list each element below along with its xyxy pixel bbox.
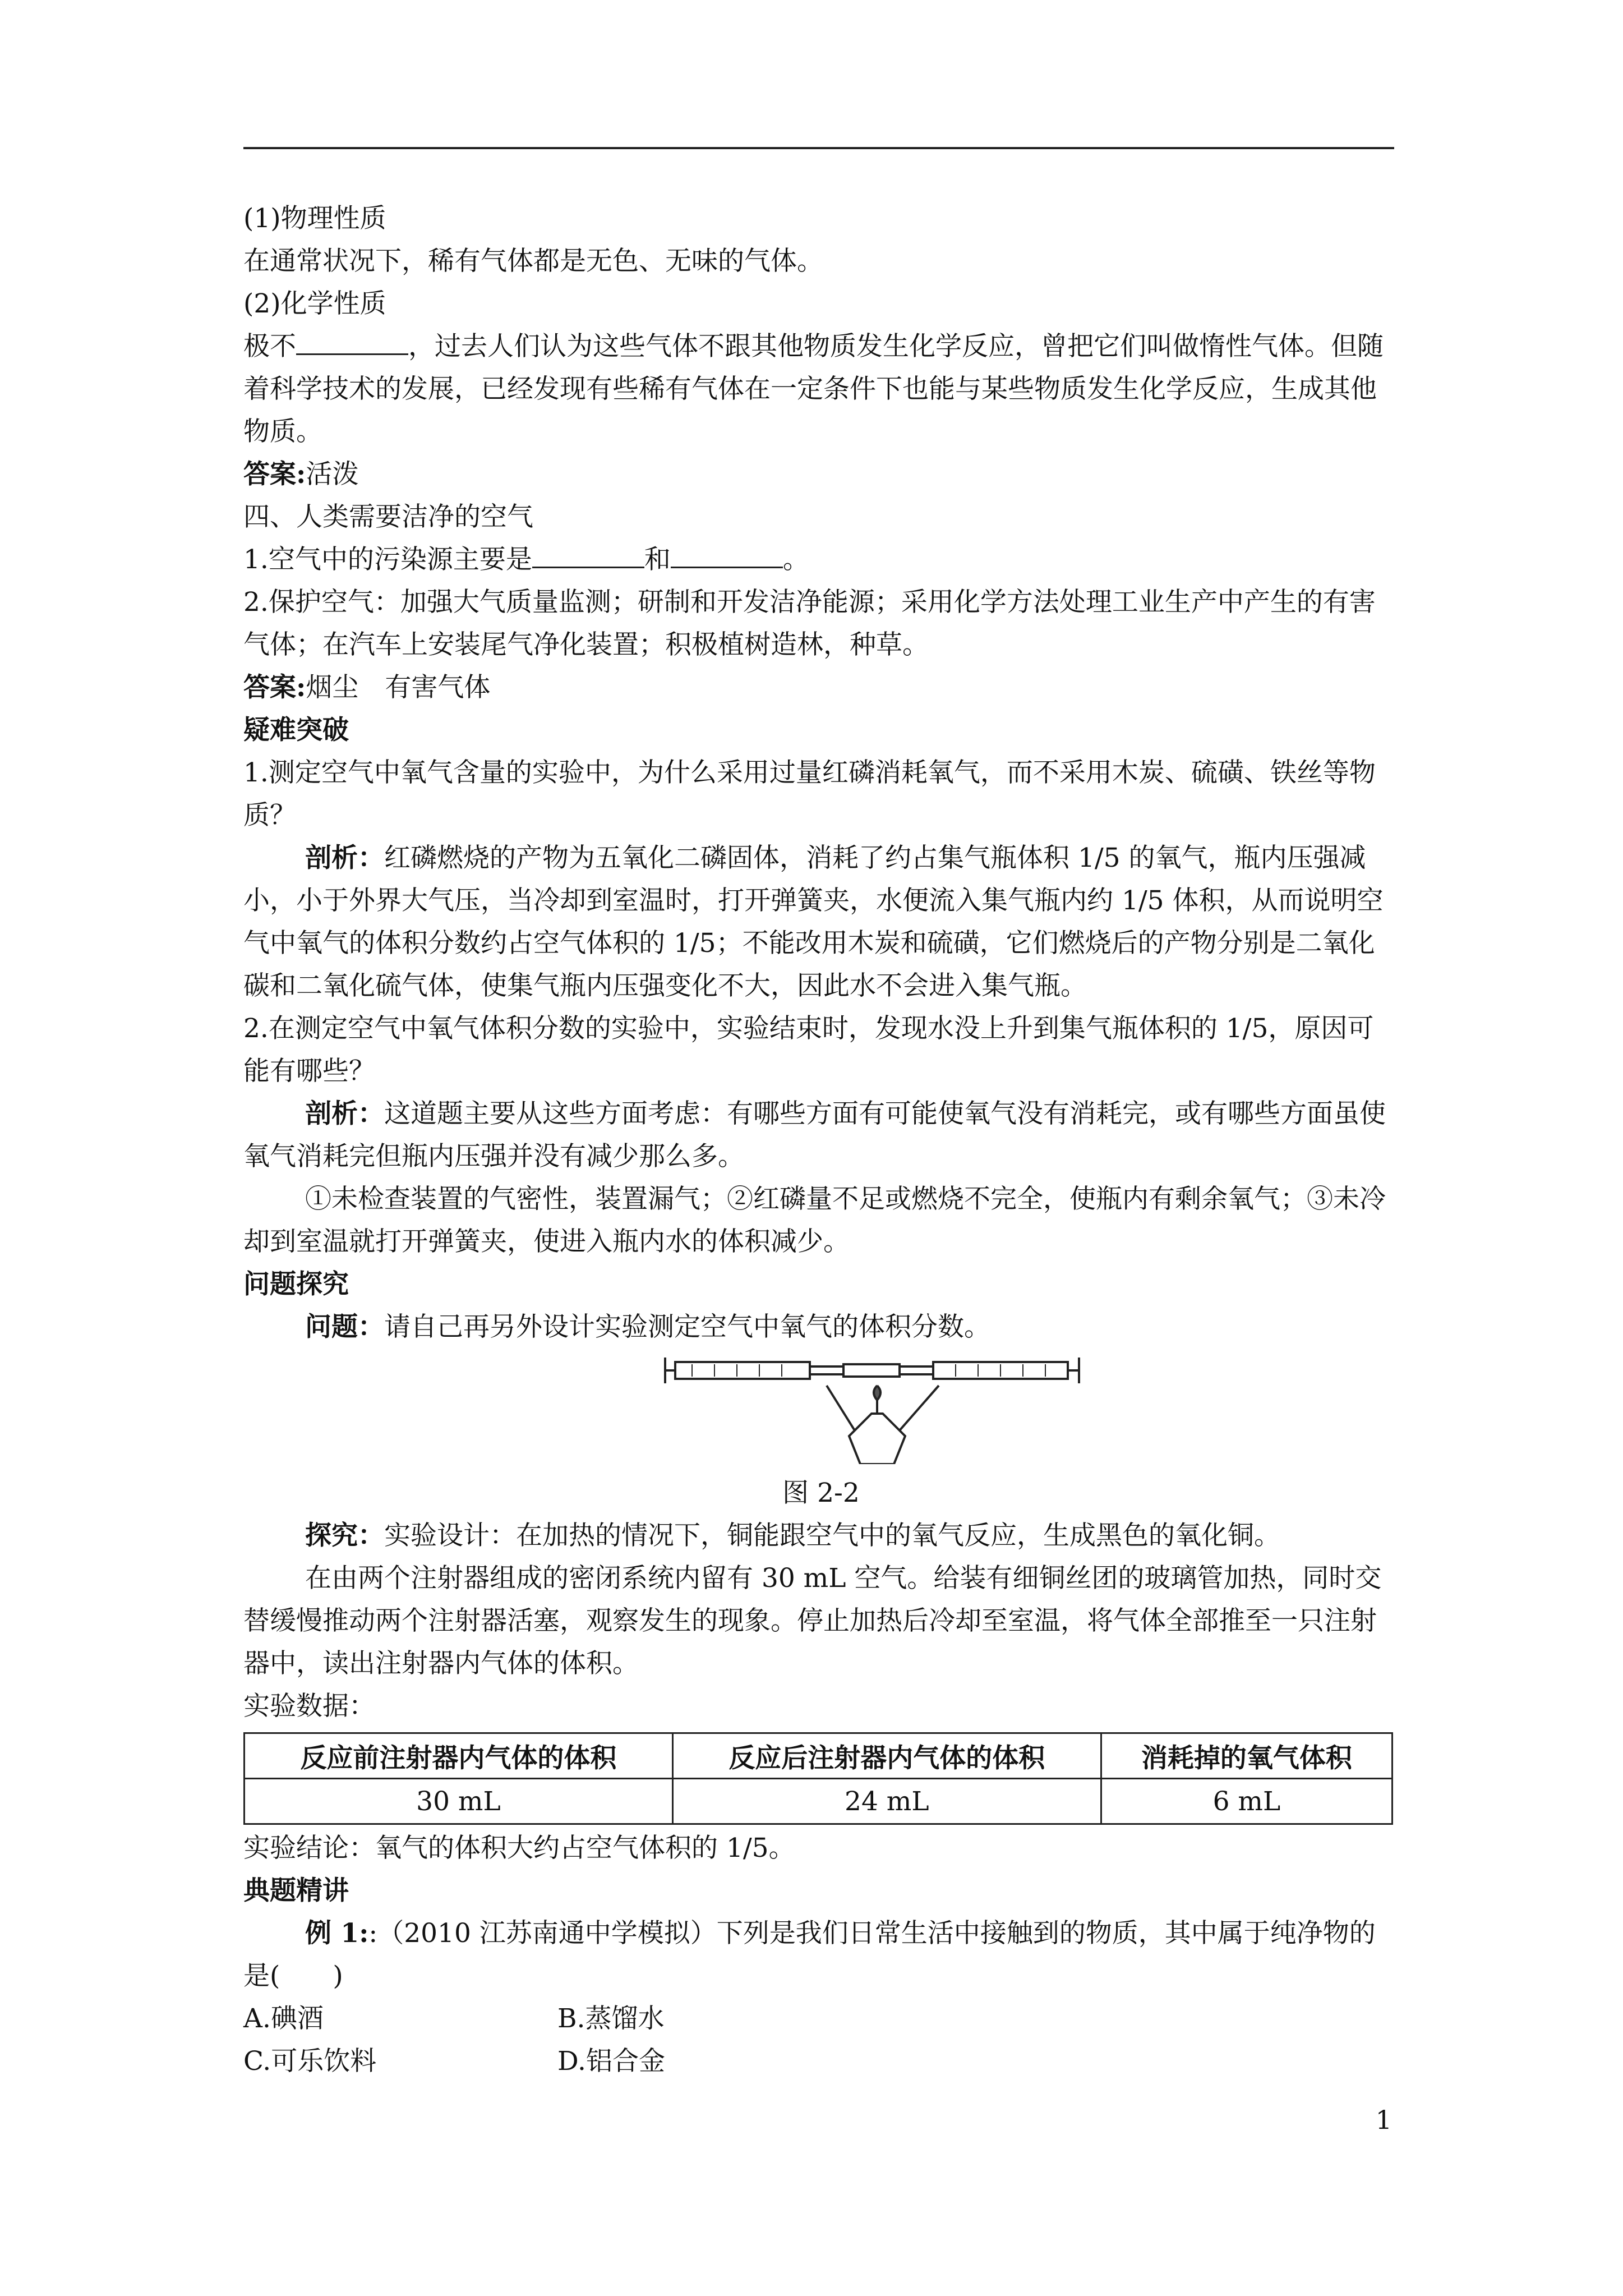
option-d: D.铝合金 — [557, 2046, 665, 2077]
conclusion: 实验结论：氧气的体积大约占空气体积的 1/5。 — [243, 1833, 795, 1864]
explore-design: 探究：实验设计：在加热的情况下，铜能跟空气中的氧气反应，生成黑色的氧化铜。 — [305, 1520, 1280, 1551]
section-4-heading: 四、人类需要洁净的空气 — [243, 501, 533, 532]
protect-air-text: 2.保护空气：加强大气质量监测；研制和开发洁净能源；采用化学方法处理工业生产中产生的有害气体；在汽车上安装尾气净化装置；积极植树造林，种草。 — [243, 587, 1376, 660]
line-physical-text: 在通常状况下，稀有气体都是无色、无味的气体。 — [243, 246, 823, 277]
header-rule — [243, 147, 1394, 149]
page-number: 1 — [1375, 2105, 1392, 2135]
line-chemical-text: 极不 ，过去人们认为这些气体不跟其他物质发生化学反应，曾把它们叫做惰性气体。但随着科学技术的发展，已经发现有些稀有气体在一定条件下也能与某些物质发生化学反应，生成其他物质。 — [243, 331, 1384, 447]
question-pollution: 1.空气中的污染源主要是 和 。 — [243, 544, 809, 575]
difficult-q2: 2.在测定空气中氧气体积分数的实验中，实验结束时，发现水没上升到集气瓶体积的 1/5，原因可能有哪些？ — [243, 1013, 1374, 1087]
difficult-reasons: ①未检查装置的气密性，装置漏气；②红磷量不足或燃烧不完全，使瓶内有剩余氧气；③未冷却到室温就打开弹簧夹，使进入瓶内水的体积减少。 — [243, 1184, 1386, 1257]
option-b: B.蒸馏水 — [557, 2003, 665, 2034]
table-header: 反应后注射器内气体的体积 — [672, 1733, 1101, 1779]
heading-example: 典题精讲 — [243, 1875, 349, 1906]
document-body — [243, 197, 1399, 2083]
options-row-1 — [243, 1998, 1399, 2040]
heading-difficult: 疑难突破 — [243, 715, 349, 746]
difficult-a2: 剖析：这道题主要从这些方面考虑：有哪些方面有可能使氧气没有消耗完，或有哪些方面虽使氧气消耗完但瓶内压强并没有减少那么多。 — [243, 1098, 1386, 1172]
table-header: 反应前注射器内气体的体积 — [245, 1733, 673, 1779]
answer-1: 答案:活泼 — [243, 459, 359, 490]
line-chemical-heading: (2)化学性质 — [243, 288, 386, 319]
answer-blank — [671, 544, 783, 568]
table-cell: 30 mL — [245, 1779, 673, 1824]
syringe-apparatus-figure — [243, 1352, 1399, 1464]
problem: 问题：请自己再另外设计实验测定空气中氧气的体积分数。 — [305, 1312, 990, 1342]
option-a: A.碘酒 — [243, 2003, 324, 2034]
difficult-a1: 剖析：红磷燃烧的产物为五氧化二磷固体，消耗了约占集气瓶体积 1/5 的氧气，瓶内压强减小，小于外界大气压，当冷却到室温时，打开弹簧夹，水便流入集气瓶内约 1/5 体积，从而说明空气中氧气的体积分数约占空气体积的 1/5；不能改用木炭和硫磺，它们燃烧后的产物分别是二氧化碳和二氧化硫气体，使集气瓶内压强变化不大，因此水不会进入集气瓶。 — [243, 843, 1384, 1001]
difficult-q1: 1.测定空气中氧气含量的实验中，为什么采用过量红磷消耗氧气，而不采用木炭、硫磺、铁丝等物质？ — [243, 757, 1376, 831]
table-cell: 24 mL — [672, 1779, 1101, 1824]
answer-blank — [296, 331, 408, 355]
data-label: 实验数据： — [243, 1691, 375, 1722]
heading-explore: 问题探究 — [243, 1269, 349, 1300]
line-physical-heading: (1)物理性质 — [243, 203, 386, 234]
explore-procedure: 在由两个注射器组成的密闭系统内留有 30 mL 空气。给装有细铜丝团的玻璃管加热，同时交替缓慢推动两个注射器活塞，观察发生的现象。停止加热后冷却至室温，将气体全部推至一只注射器中，读出注射器内气体的体积。 — [243, 1563, 1382, 1679]
example-1: 例 1::（2010 江苏南通中学模拟）下列是我们日常生活中接触到的物质，其中属于纯净物的是( ) — [243, 1918, 1376, 1991]
answer-blank — [532, 544, 644, 568]
option-c: C.可乐饮料 — [243, 2046, 377, 2077]
table-cell: 6 mL — [1101, 1779, 1392, 1824]
answer-2: 答案:烟尘 有害气体 — [243, 672, 491, 703]
table-header: 消耗掉的氧气体积 — [1101, 1733, 1392, 1779]
experiment-data-table — [243, 1732, 1393, 1825]
table-header-row — [245, 1733, 1393, 1779]
table-row — [245, 1779, 1393, 1824]
options-row-2 — [243, 2040, 1399, 2083]
figure-caption: 图 2-2 — [782, 1478, 860, 1508]
